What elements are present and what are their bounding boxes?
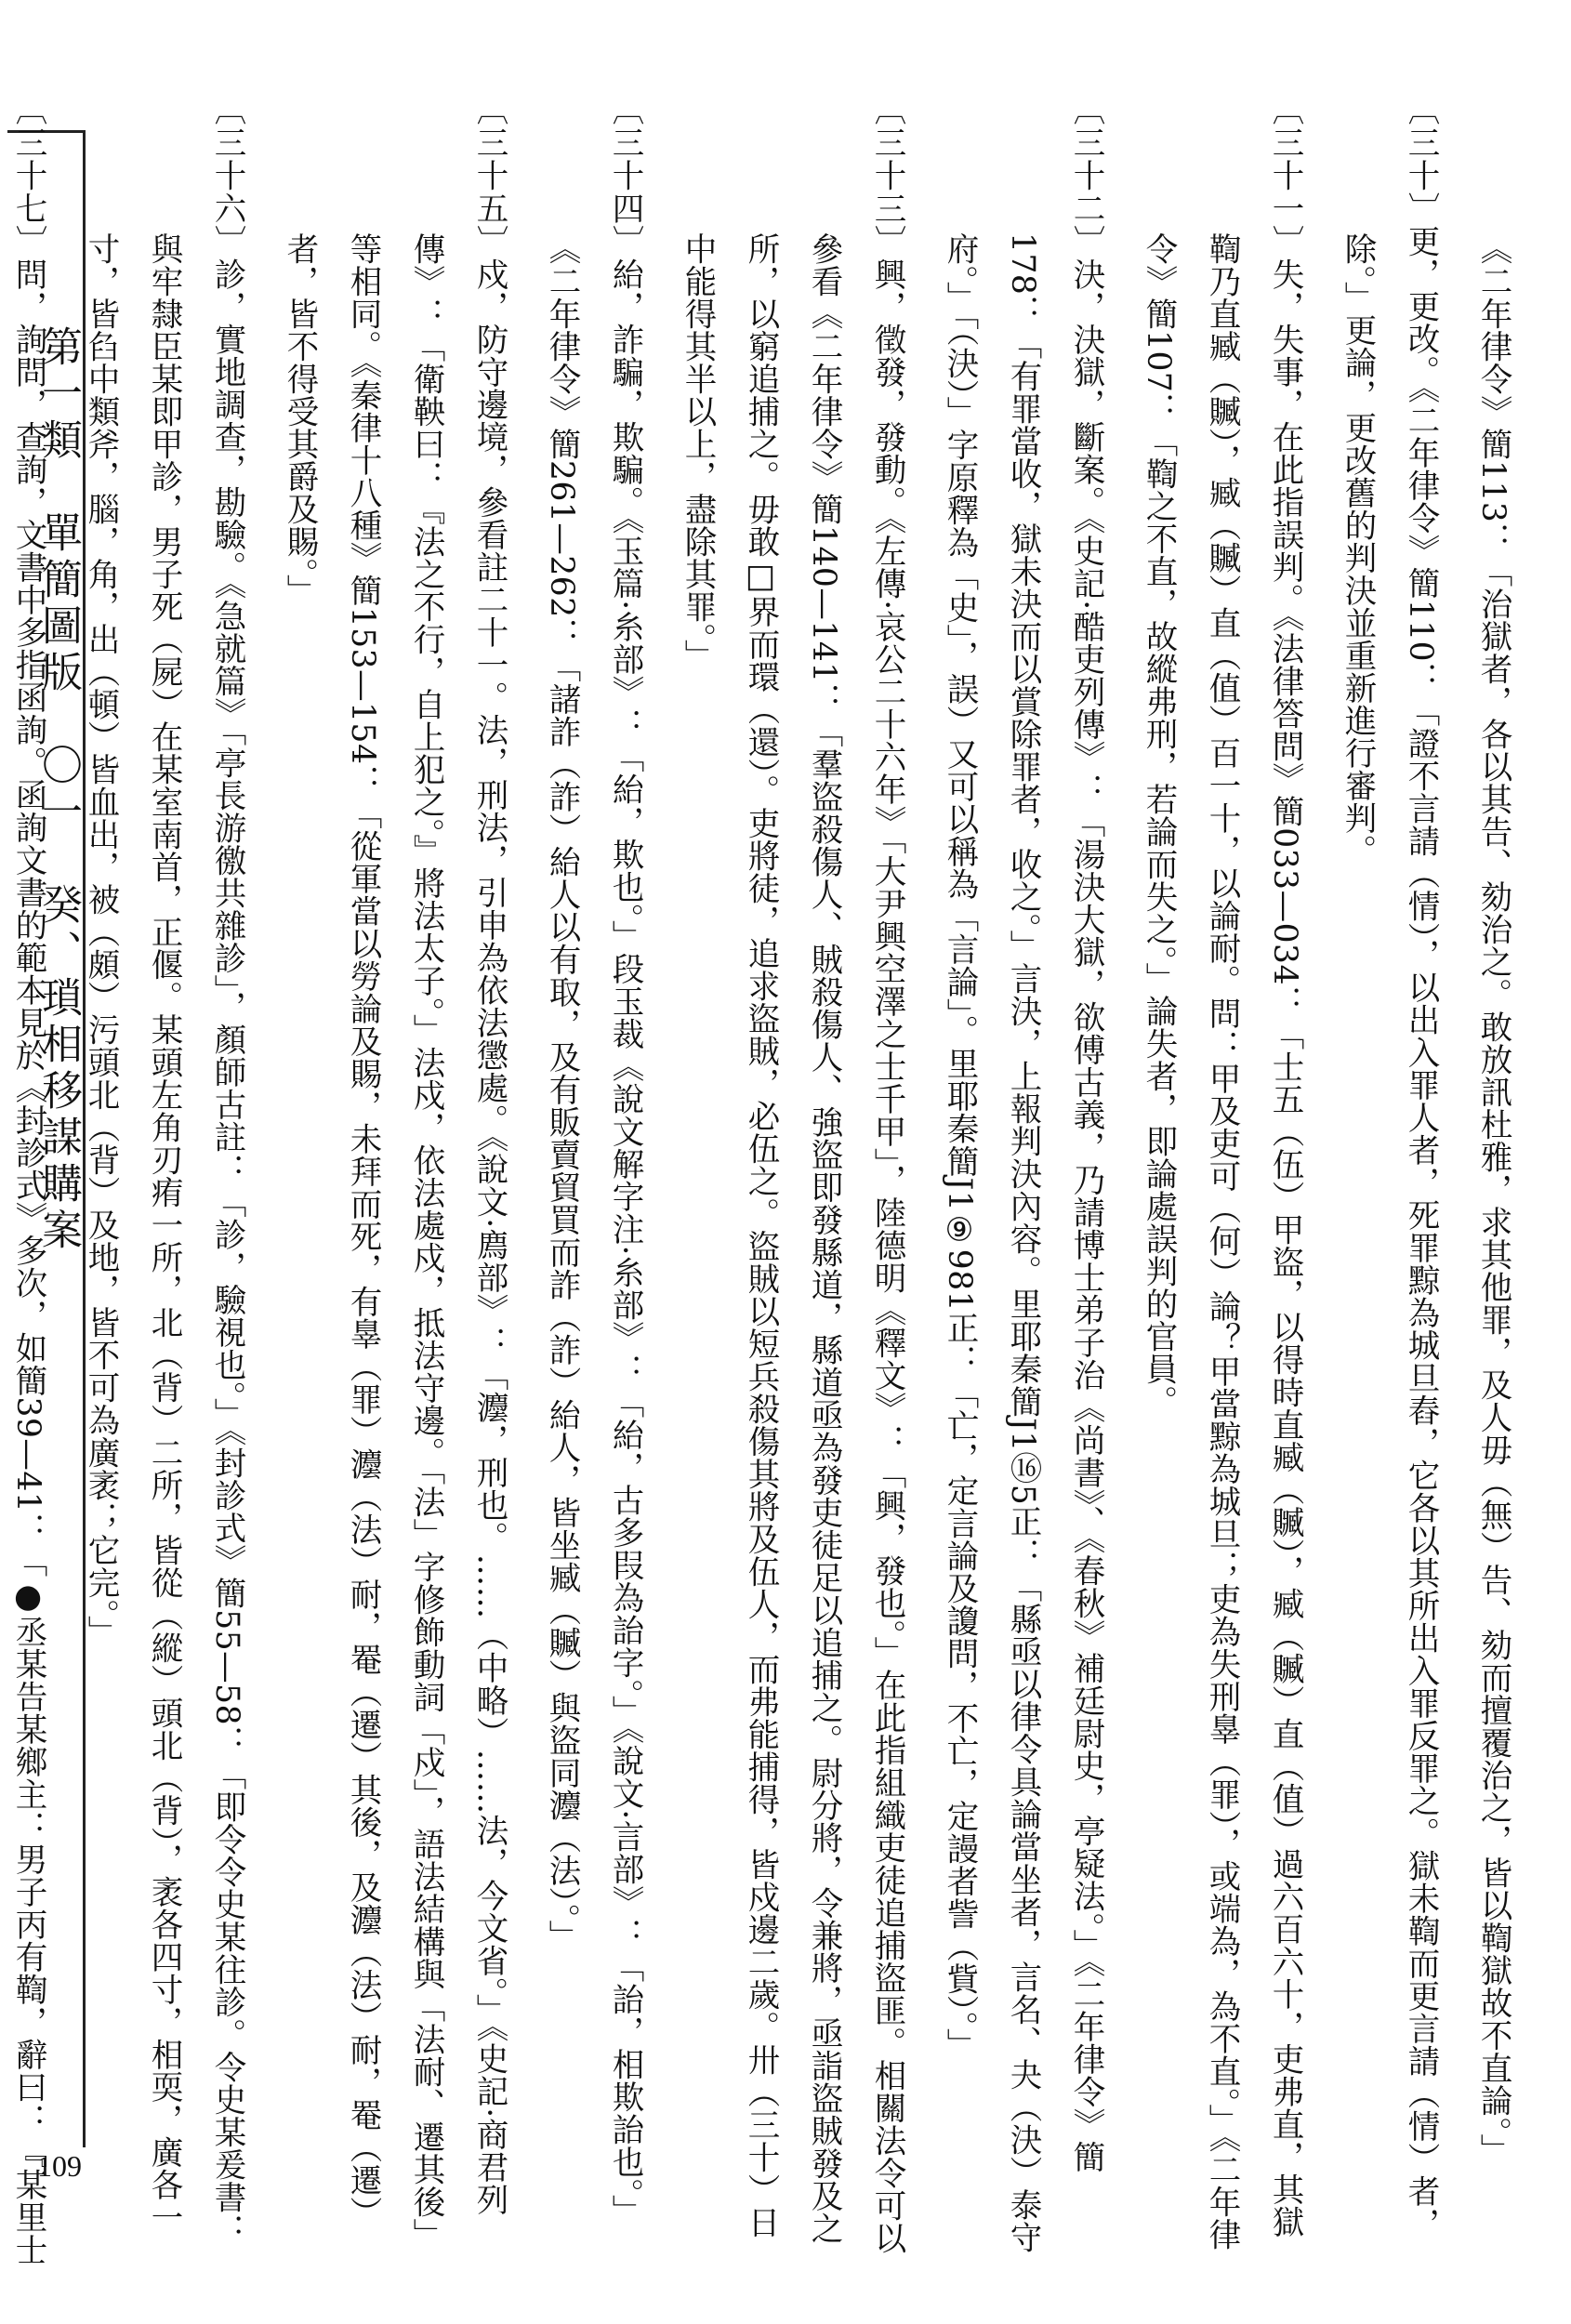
page-number: 109: [37, 2149, 82, 2183]
entry-number: 〔三十二〕: [1067, 93, 1104, 258]
entry-text: 更，更改。《二年律令》簡110：「證不言請（情），以出入罪人者，死罪黥為城旦舂，它各以其所出入罪反罪之。獄未鞫而更言請（情）者，除。」更論，更改舊的判決並重新進行審判。: [1339, 225, 1439, 2240]
entry-text: 診，實地調查，勘驗。《急就篇》「亭長游徼共雜診」，顏師古註：「診，驗視也。」《封診式》簡55—58：「即令令史某往診。令史某爰書：與牢隸臣某即甲診，男子死（屍）在某室南首，正偃。某頭左角刃痏一所，北（背）二所，皆從（縱）頭北（背），袤各四寸，相耎，廣各一寸，皆臽中類斧，腦，角，出（頓）皆血出，被（頗）污頭北（背）及地，皆不可為廣袤；它完。」: [82, 232, 245, 2247]
commentary-entry: [530, 93, 656, 2268]
commentary-entry: [0, 93, 59, 2268]
entry-number: 〔三十三〕: [868, 93, 905, 258]
entry-number: 〔三十一〕: [1266, 93, 1303, 258]
entry-number: 〔三十〕: [1402, 93, 1439, 225]
commentary-entry: [69, 93, 258, 2268]
commentary-entry: [268, 93, 521, 2268]
entry-text: 興，徵發，發動。《左傳·哀公二十六年》「大尹興空澤之士千甲」，陸德明《釋文》：「興，發也。」在此指組織吏徒追捕盜匪。相關法令可以參看《二年律令》簡140—141：「羣盜殺傷人、賊殺傷人、強盜即發縣道，縣道亟為發吏徒足以追捕之。尉分將，令兼將，亟詣盜賊發及之所，以窮追捕之。毋敢□界而環（還）。吏將徒，追求盜賊，必伍之。盜賊以短兵殺傷其將及伍人，而弗能捕得，皆戍邊二歲。卅（三十）日中能得其半以上，盡除其罪。」: [679, 232, 905, 2254]
entry-number: 〔三十五〕: [470, 93, 508, 258]
entry-text: 《二年律令》簡113：「治獄者，各以其告、劾治之。敢放訊杜雅，求其他罪，及人毋（無）告、劾而擅覆治之，皆以鞫獄故不直論。」: [1474, 232, 1512, 2167]
entry-number: 〔三十七〕: [9, 93, 46, 258]
commentary-entry: [928, 93, 1117, 2268]
commentary-entry: [666, 93, 918, 2268]
commentary-entry: [1461, 232, 1525, 2268]
entry-number: 〔三十六〕: [208, 93, 245, 258]
running-head: 第一類 單簡圖版 〇一 癸、瑣相移謀購案: [34, 325, 82, 1255]
entry-text: 戍，防守邊境，參看註二十一。法，刑法，引申為依法懲處。《說文·廌部》：「灋，刑也。……（中略）……法，今文省。」《史記·商君列傳》：「衛鞅曰：『法之不行，自上犯之。』將法太子。」法戍，依法處戍，抵法守邊。「法」字修飾動詞「戍」，語法結構與「法耐、遷其後」等相同。《秦律十八種》簡153—154：「從軍當以勞論及賜，未拜而死，有辠（罪）灋（法）耐，罨（遷）其後，及灋（法）耐，罨（遷）者，皆不得受其爵及賜。」: [281, 232, 508, 2251]
entry-text: 問，詢問，查詢，文書中多指函詢。函詢文書的範本見於《封診式》多次，如簡39—41：「●丞某告某鄉主：男子丙有鞫，辭曰：『某里士: [9, 257, 46, 2266]
entry-text: 紿，詐騙，欺騙。《玉篇·糸部》：「紿，欺也。」段玉裁《說文解字注·糸部》：「紿，古多叚為詒字。」《說文·言部》：「詒，相欺詒也。」《二年律令》簡261—262：「諸詐（詐）紿人以有取，及有販賣貿買而詐（詐）紿人，皆坐臧（贓）與盜同灋（法）。」: [543, 232, 643, 2227]
entry-text: 失，失事，在此指誤判。《法律答問》簡033—034：「士五（伍）甲盜，以得時直臧（贓），臧（贓）直（值）過六百六十，吏弗直，其獄鞫乃直臧（贓），臧（贓）直（值）百一十，以論耐。問：甲及吏可（何）論？甲當黥為城旦；吏為失刑辠（罪），或端為，為不直。」《二年律令》簡107：「鞫之不直，故縱弗刑，若論而失之。」論失者，即論處誤判的官員。: [1140, 232, 1303, 2251]
commentary-entry: [1127, 93, 1316, 2268]
entry-number: 〔三十四〕: [606, 93, 643, 258]
entry-text: 決，決獄，斷案。《史記·酷吏列傳》：「湯決大獄，欲傅古義，乃請博士弟子治《尚書》、《春秋》補廷尉史，亭疑法。」《二年律令》簡178：「有罪當收，獄未決而以賞除罪者，收之。」言決，上報判決內容。里耶秦簡J1⑯5正：「縣亟以律令具論當坐者，言名、夬（決）泰守府。」「（決）」字原釋為「史」，誤）又可以稱為「言論」。里耶秦簡J1⑨981正：「亡，定言論及讂問，不亡，定謾者訾（貲）。」: [941, 232, 1104, 2254]
commentary-entry: [1326, 93, 1452, 2268]
